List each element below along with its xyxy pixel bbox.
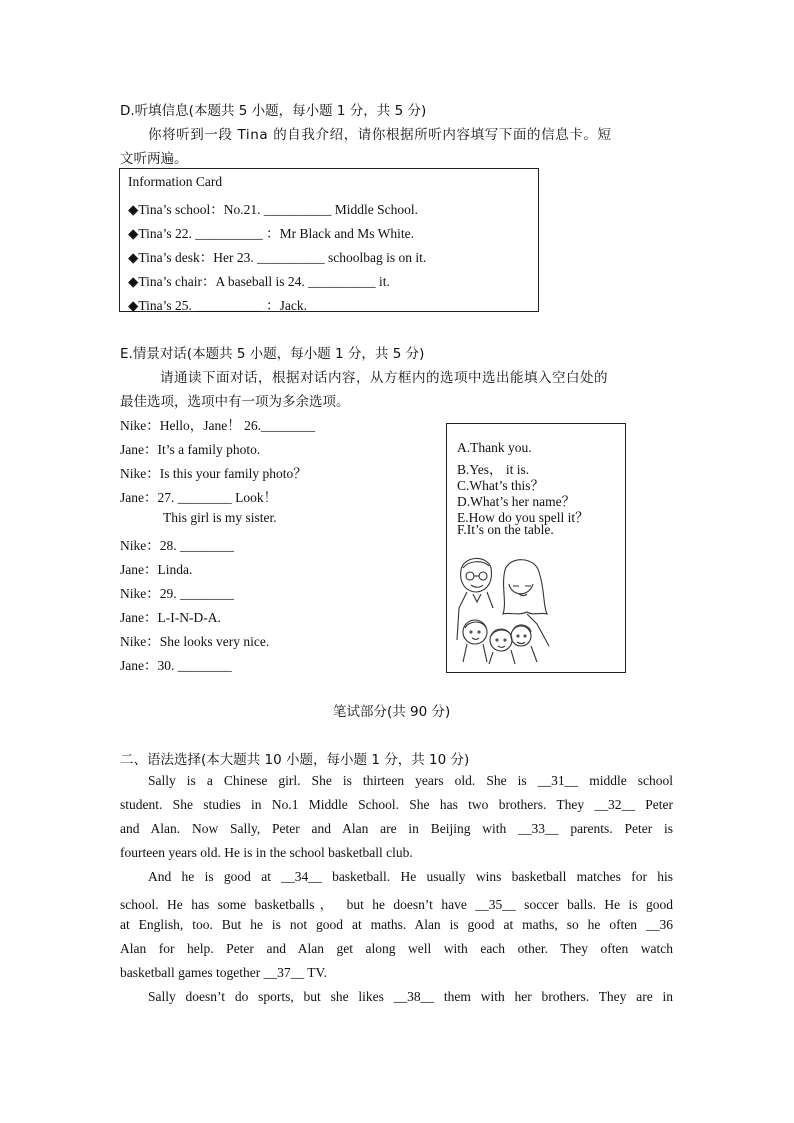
dialogue-line: Jane：It’s a family photo. [120,442,261,457]
passage-line: Alan for help. Peter and Alan get along well with each other. They often watch [120,941,673,956]
dialogue-line: Nike：29. ________ [120,586,234,601]
dialogue-line: Jane：27. ________ Look！ [120,490,278,505]
option-f: F.It’s on the table. [457,522,554,537]
option-e: E.How do you spell it？ [457,510,589,525]
section-e-title: E.情景对话(本题共 5 小题，每小题 1 分，共 5 分) [120,346,425,362]
dialogue-line: Jane：30. ________ [120,658,232,673]
dialogue-line: Nike：28. ________ [120,538,234,553]
dialogue-line: Nike：Is this your family photo？ [120,466,307,481]
section-two-title: 二、语法选择(本大题共 10 小题，每小题 1 分，共 10 分) [120,752,470,768]
passage-line: and Alan. Now Sally, Peter and Alan are in Beijing with __33__ parents. Peter is [120,821,673,836]
card-row-friend: ◆Tina’s 25. __________ ：Jack. [128,298,308,313]
written-part-title: 笔试部分(共 90 分) [333,704,451,720]
option-a: A.Thank you. [457,440,532,455]
card-row-chair: ◆Tina’s chair：A baseball is 24. __________ it. [128,274,390,289]
section-d-instruction: 你将听到一段 Tina 的自我介绍，请你根据所听内容填写下面的信息卡。短 [148,127,612,143]
dialogue-line: Nike：Hello，Jane！ 26.________ [120,418,315,433]
passage-line: Sally is a Chinese girl. She is thirteen years old. She is __31__ middle school [148,773,673,788]
family-illustration [453,550,553,666]
card-row-school: ◆Tina’s school：No.21. __________ Middle School. [128,202,419,217]
passage-line: at English, too. But he is not good at maths. Alan is good at maths, so he often __36 [120,917,673,932]
dialogue-line: Jane：Linda. [120,562,193,577]
section-d-instruction-cont: 文听两遍。 [120,151,188,167]
dialogue-line: Nike：She looks very nice. [120,634,270,649]
passage-line: fourteen years old. He is in the school basketball club. [120,845,413,860]
section-d-title: D.听填信息(本题共 5 小题，每小题 1 分，共 5 分) [120,103,427,119]
dialogue-line: This girl is my sister. [163,510,277,525]
passage-line: Sally doesn’t do sports, but she likes __38__ them with her brothers. They are in [148,989,673,1004]
passage-line: basketball games together __37__ TV. [120,965,327,980]
card-row-teachers: ◆Tina’s 22. __________ ：Mr Black and Ms White. [128,226,415,241]
card-title: Information Card [128,174,223,189]
dialogue-line: Jane：L-I-N-D-A. [120,610,221,625]
card-row-desk: ◆Tina’s desk：Her 23. __________ schoolbag is on it. [128,250,427,265]
option-d: D.What’s her name？ [457,494,576,509]
section-e-instruction-cont: 最佳选项，选项中有一项为多余选项。 [120,394,350,410]
option-c: C.What’s this？ [457,478,544,493]
passage-line: school. He has some basketballs， but he doesn’t have __35__ soccer balls. He is good [120,897,673,912]
section-e-instruction: 请通读下面对话，根据对话内容，从方框内的选项中选出能填入空白处的 [160,370,608,386]
passage-line: student. She studies in No.1 Middle School. She has two brothers. They __32__ Peter [120,797,673,812]
passage-line: And he is good at __34__ basketball. He usually wins basketball matches for his [148,869,673,884]
option-b: B.Yes， it is. [457,462,530,477]
